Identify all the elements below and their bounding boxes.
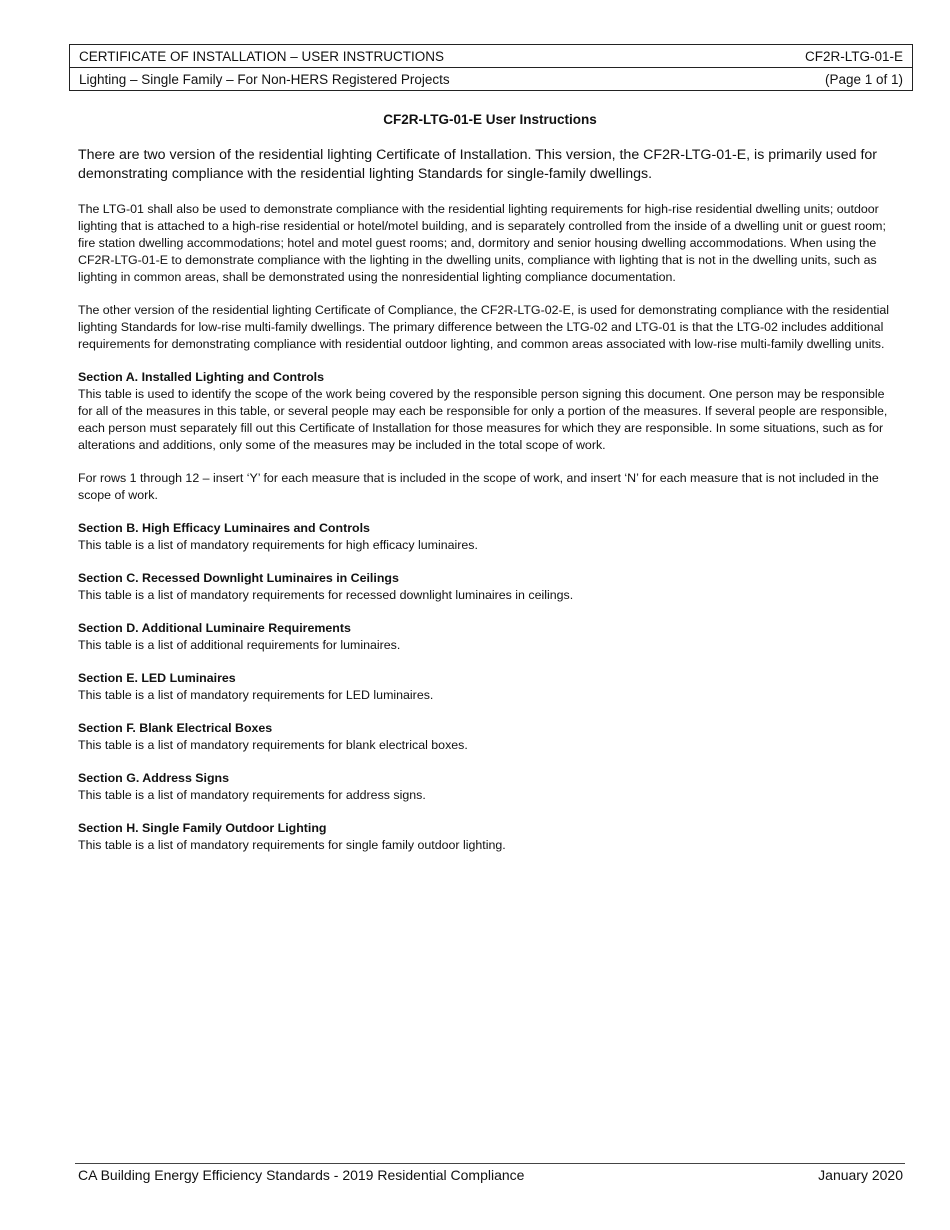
form-type-title: CERTIFICATE OF INSTALLATION – USER INSTRUCTIONS (79, 48, 445, 64)
section-description: This table is a list of mandatory requirements for address signs. (78, 788, 426, 802)
footer-standards-title: CA Building Energy Efficiency Standards - 2019 Residential Compliance (78, 1167, 525, 1183)
section-h (78, 820, 894, 854)
section-description: This table is used to identify the scope of the work being covered by the responsible person signing this document. One person may be responsible for all of the measures in this table, or several people may each be responsible for only a portion of the measures. If several people are responsible, each person must separately fill out this Certificate of Installation for those measures for which they are responsible. In some situations, such as for alterations and additions, only some of the measures may be included in the total scope of work. (78, 387, 888, 452)
page-number: (Page 1 of 1) (824, 71, 903, 87)
section-b (78, 520, 894, 554)
header-row-2 (70, 67, 912, 90)
paragraph-ltg01-scope: The LTG-01 shall also be used to demonstrate compliance with the residential lighting requirements for high-rise residential dwelling units; outdoor lighting that is attached to a high-rise residential or hotel/motel building, and is separately controlled from the inside of a dwelling unit or guest room; fire station dwelling accommodations; hotel and motel guest rooms; and, dormitory and senior housing dwelling accommodations. When using the CF2R-LTG-01-E to demonstrate compliance with the lighting in the dwelling units, compliance with lighting that is not in the dwelling units, such as lighting in common areas, shall be demonstrated using the nonresidential lighting compliance documentation. (78, 202, 886, 284)
section-description: This table is a list of mandatory requirements for high efficacy luminaires. (78, 538, 478, 552)
section-e (78, 670, 894, 704)
intro-paragraph: There are two version of the residential lighting Certificate of Installation. This version, the CF2R-LTG-01-E, is primarily used for demonstrating compliance with the residential lighting Standards for single-family dwellings. (78, 147, 878, 182)
section-description: For rows 1 through 12 – insert ‘Y’ for each measure that is included in the scope of work, and insert ‘N’ for each measure that is not included in the scope of work. (78, 471, 879, 502)
page-footer (78, 1167, 903, 1183)
section-a-rows-note (78, 470, 894, 504)
section-d (78, 620, 894, 654)
section-a (78, 369, 894, 454)
form-code: CF2R-LTG-01-E (804, 48, 903, 64)
section-description: This table is a list of mandatory requirements for LED luminaires. (78, 688, 434, 702)
section-heading: Section E. LED Luminaires (78, 671, 236, 685)
section-description: This table is a list of additional requirements for luminaires. (78, 638, 401, 652)
instructions-body (78, 146, 894, 870)
paragraph-ltg02-comparison: The other version of the residential lighting Certificate of Compliance, the CF2R-LTG-02-E, is used for demonstrating compliance with the residential lighting Standards for low-rise multi-family dwellings. The primary difference between the LTG-02 and LTG-01 is that the LTG-02 includes additional requirements for demonstrating compliance with residential outdoor lighting, and common areas associated with low-rise multi-family dwelling units. (78, 303, 890, 351)
section-description: This table is a list of mandatory requirements for blank electrical boxes. (78, 738, 468, 752)
section-heading: Section F. Blank Electrical Boxes (78, 721, 273, 735)
footer-divider (75, 1163, 905, 1164)
section-c (78, 570, 894, 604)
form-subtitle: Lighting – Single Family – For Non-HERS Registered Projects (79, 71, 450, 87)
section-f (78, 720, 894, 754)
section-heading: Section A. Installed Lighting and Controls (78, 370, 324, 384)
header-row-1 (70, 45, 912, 67)
document-header (69, 44, 913, 91)
section-description: This table is a list of mandatory requirements for single family outdoor lighting. (78, 838, 506, 852)
section-heading: Section B. High Efficacy Luminaires and Controls (78, 521, 370, 535)
section-description: This table is a list of mandatory requirements for recessed downlight luminaires in ceilings. (78, 588, 574, 602)
section-heading: Section D. Additional Luminaire Requirements (78, 621, 351, 635)
page-title: CF2R-LTG-01-E User Instructions (383, 112, 597, 127)
section-heading: Section G. Address Signs (78, 771, 230, 785)
section-g (78, 770, 894, 804)
section-heading: Section H. Single Family Outdoor Lighting (78, 821, 327, 835)
section-heading: Section C. Recessed Downlight Luminaires in Ceilings (78, 571, 399, 585)
footer-date: January 2020 (818, 1167, 903, 1183)
